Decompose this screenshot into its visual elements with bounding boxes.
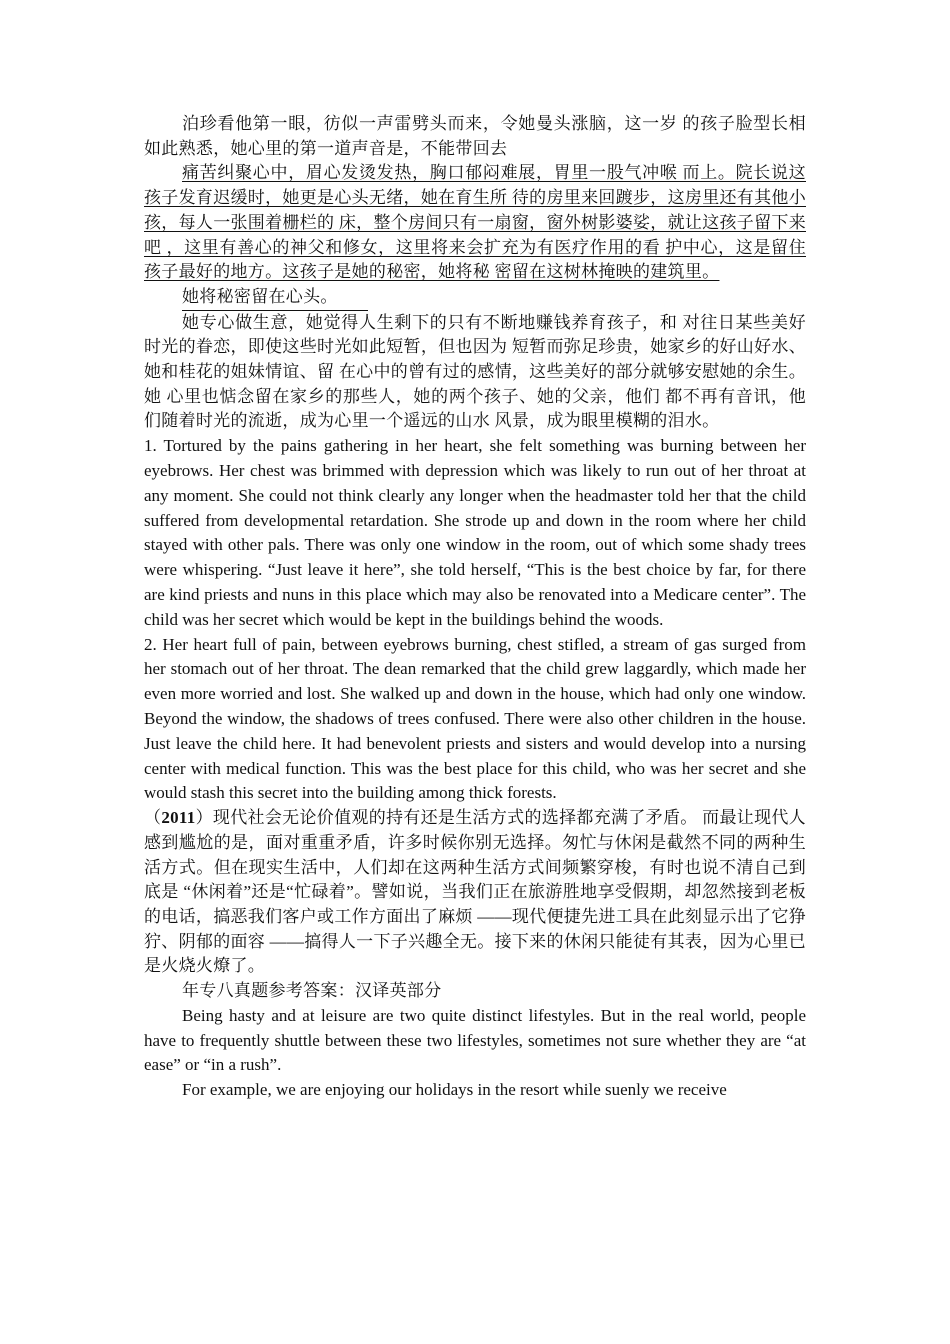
paragraph-2011-source: [144, 806, 806, 979]
paragraph-source-secret-line: [144, 285, 806, 311]
translation-version-1: 1. Tortured by the pains gathering in her heart, she felt something was burning between her eyebrows. Her chest was brimmed with depression which was likely to run out of her throat at any moment. She could not think clearly any longer when the headmaster told her that the child suffered from developmental retardation. She strode up and down in the room where her child stayed with other pals. There was only one window in the room, out of which some shady trees were whispering. “Just leave it here”, she told herself, “This is the best choice by far, for there are kind priests and nuns in this place which may also be renovated into a Medicare center”. The child was her secret which would be kept in the buildings behind the woods.: [144, 436, 806, 629]
year-close-paren: ）: [195, 808, 213, 828]
document-page: [144, 112, 806, 1103]
year-label: 2011: [161, 808, 196, 828]
paragraph-source-business: 她专心做生意，她觉得人生剩下的只有不断地赚钱养育孩子，和 对往日某些美好时光的眷恋，即使这些时光如此短暂，但也因为 短暂而弥足珍贵，她家乡的好山好水、她和桂花的姐妹情谊、留 在心中的曾有过的感情，这些美好的部分就够安慰她的余生。她 心里也惦念留在家乡的那些人，她的两个孩子、她的父亲，他们 都不再有音讯，他们随着时光的流逝，成为心里一个遥远的山水 风景，成为眼里模糊的泪水。: [144, 312, 806, 431]
answer-paragraph-1: Being hasty and at leisure are two quite distinct lifestyles. But in the real world, people have to frequently shuttle between these two lifestyles, sometimes not sure whether they are “at ease” or “in a rush”.: [144, 1005, 806, 1075]
paragraph-2011-text: 现代社会无论价值观的持有还是生活方式的选择都充满了矛盾。 而最让现代人感到尴尬的是，面对重重矛盾，许多时候你别无选择。匆忙与休闲是截然不同的两种生活方式。但在现实生活中，人们却在这两种生活方式间频繁穿梭，有时也说不清自己到底是 “休闲着”还是“忙碌着”。譬如说，当我们正在旅游胜地享受假期，却忽然接到老板的电话，搞恶我们客户或工作方面出了麻烦 ——现代便捷先进工具在此刻显示出了它狰狞、阴郁的面容 ——搞得人一下子兴趣全无。接下来的休闲只能徒有其表，因为心里已是火烧火燎了。: [144, 808, 806, 976]
paragraph-source-underlined: 痛苦纠聚心中，眉心发烫发热，胸口郁闷难展，胃里一股气冲喉 而上。院长说这孩子发育迟缓时，她更是心头无绪，她在育生所 待的房里来回踱步，这房里还有其他小孩，每人一张围着栅栏的 床，整个房间只有一扇窗，窗外树影婆娑，就让这孩子留下来吧 ，这里有善心的神父和修女，这里将来会扩充为有医疗作用的看 护中心，这是留住孩子最好的地方。这孩子是她的秘密，她将秘 密留在这树林掩映的建筑里。: [144, 163, 806, 282]
paragraph-source-opening: 泊珍看他第一眼，彷似一声雷劈头而来，令她曼头涨脑，这一岁 的孩子脸型长相如此熟悉，她心里的第一道声音是，不能带回去: [144, 114, 806, 158]
secret-line-text: 她将秘密留在心头。: [182, 285, 368, 311]
year-open-paren: （: [144, 808, 162, 828]
translation-version-2: 2. Her heart full of pain, between eyebrows burning, chest stifled, a stream of gas surged from her stomach out of her throat. The dean remarked that the child grew laggardly, which made her even more worried and lost. She walked up and down in the house, which had only one window. Beyond the window, the shadows of trees confused. There were also other children in the house. Just leave the child here. It had benevolent priests and sisters and would develop into a nursing center with medical function. This was the best place for this child, who was her secret and she would stash this secret into the building among thick forests.: [144, 634, 806, 803]
answer-paragraph-2: For example, we are enjoying our holidays in the resort while suenly we receive: [182, 1080, 727, 1100]
answer-heading: 年专八真题参考答案：汉译英部分: [182, 981, 442, 1001]
